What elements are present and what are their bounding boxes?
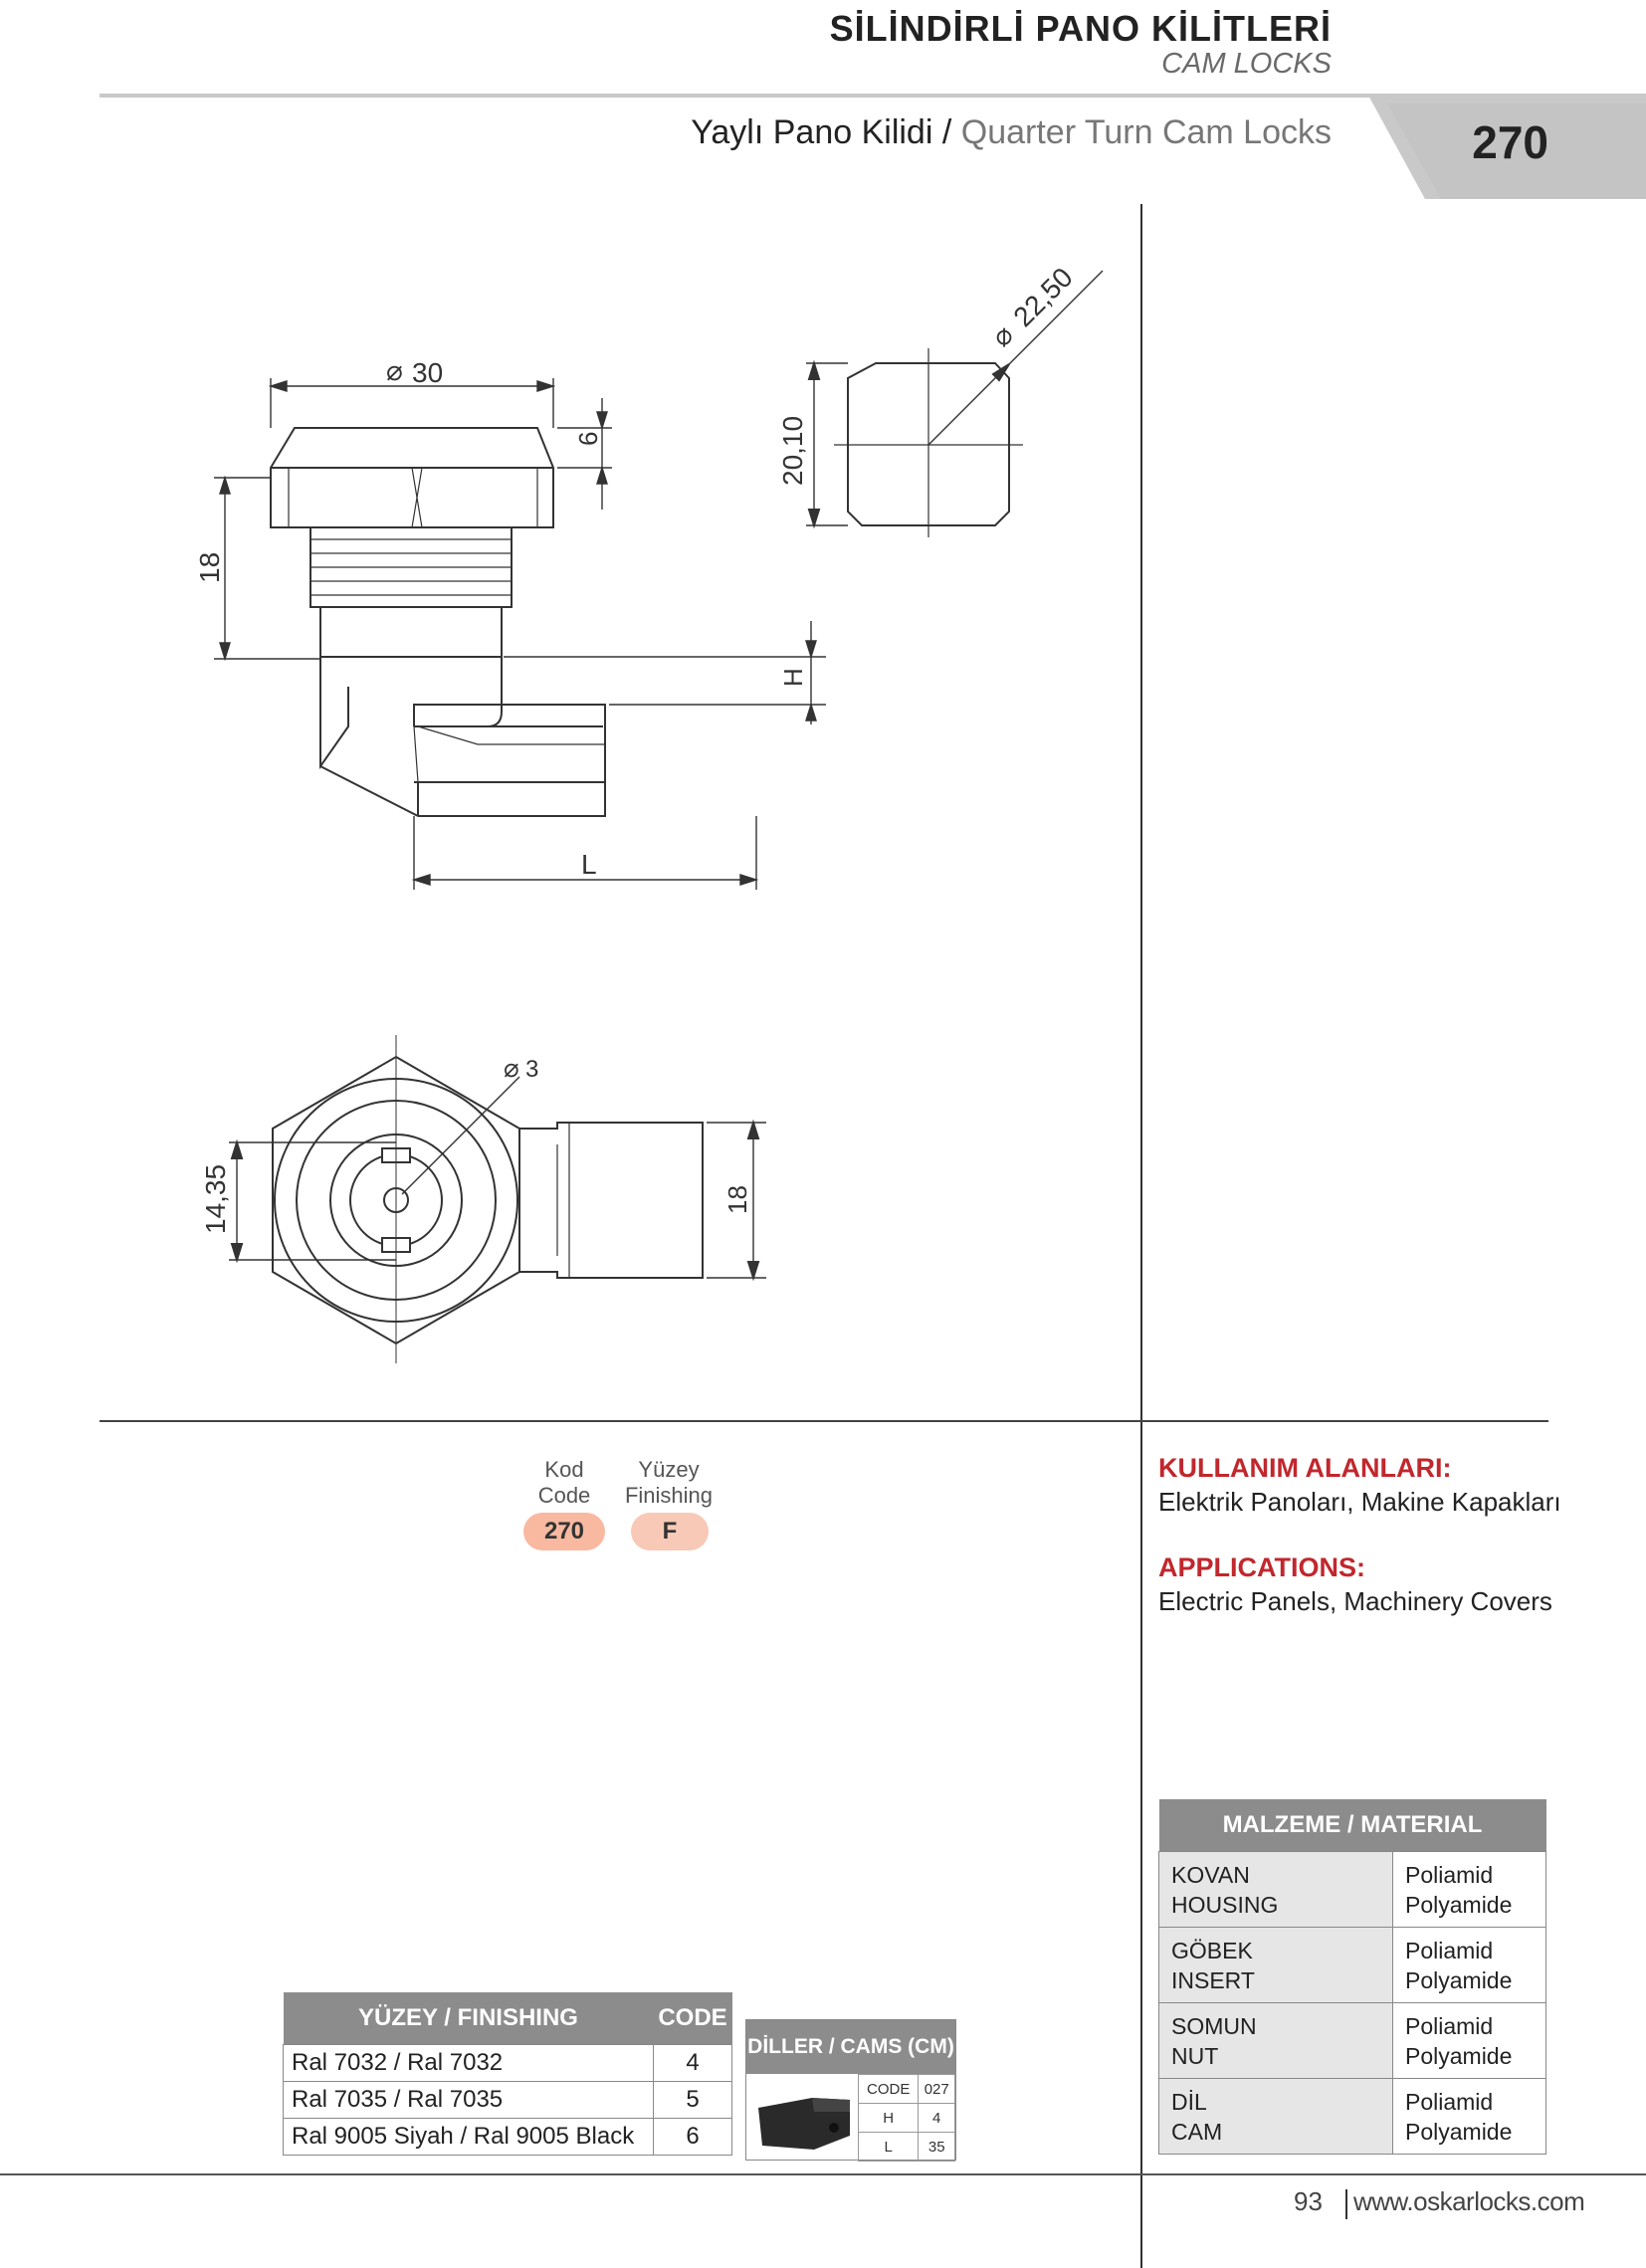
cam-key: CODE xyxy=(859,2075,919,2104)
key-top-view xyxy=(777,262,1103,537)
page-code: 270 xyxy=(1472,116,1548,168)
finishing-header-name: YÜZEY / FINISHING xyxy=(284,1992,654,2045)
category-tr: Yaylı Pano Kilidi / xyxy=(691,113,952,151)
finishing-code: 4 xyxy=(654,2045,732,2082)
material-value xyxy=(1393,2003,1546,2079)
product-category xyxy=(691,113,1332,152)
technical-drawing xyxy=(0,199,1134,1413)
section-divider xyxy=(100,1420,1548,1422)
material-part-tr: GÖBEK xyxy=(1171,1937,1253,1963)
table-row xyxy=(1159,1852,1546,1928)
cams-values xyxy=(858,2074,955,2162)
kod-label xyxy=(519,1457,609,1509)
material-part xyxy=(1159,1928,1393,2003)
dim-l: L xyxy=(581,849,597,880)
applications-text-tr: Elektrik Panoları, Makine Kapakları xyxy=(1158,1487,1561,1517)
yuzey-label xyxy=(619,1457,719,1509)
table-row xyxy=(1159,2079,1546,2155)
table-row xyxy=(1159,1928,1546,2003)
material-value-en: Polyamide xyxy=(1405,1966,1513,1993)
header-divider xyxy=(100,94,1373,98)
page-number: 93 xyxy=(1294,2186,1323,2216)
table-row xyxy=(1159,2003,1546,2079)
applications-text-en: Electric Panels, Machinery Covers xyxy=(1158,1586,1552,1616)
applications-heading-tr: KULLANIM ALANLARI: xyxy=(1158,1453,1452,1483)
finishing-code: 6 xyxy=(654,2119,732,2156)
website-link[interactable]: www.oskarlocks.com xyxy=(1353,2186,1585,2216)
yuzey-label-en: Finishing xyxy=(624,1483,714,1508)
cam-image xyxy=(754,2086,854,2154)
footer-divider xyxy=(0,2173,1646,2175)
material-value xyxy=(1393,1928,1546,2003)
finishing-table xyxy=(283,1992,732,2156)
dim-18-left: 18 xyxy=(194,551,225,583)
dim-h: H xyxy=(778,668,808,687)
material-value-tr: Poliamid xyxy=(1405,1937,1494,1963)
table-row xyxy=(284,2082,732,2119)
dim-d2250: 22,50 xyxy=(1007,261,1079,333)
material-part-tr: KOVAN xyxy=(1171,1861,1250,1888)
kod-value-pill: 270 xyxy=(523,1513,605,1550)
cams-table xyxy=(745,2019,956,2161)
kod-label-tr: Kod xyxy=(544,1457,584,1482)
dim-6: 6 xyxy=(573,431,603,446)
material-part-tr: DİL xyxy=(1171,2088,1207,2115)
material-part xyxy=(1159,2079,1393,2155)
yuzey-label-tr: Yüzey xyxy=(638,1457,700,1482)
svg-text:⌀: ⌀ xyxy=(504,1053,519,1083)
material-value-en: Polyamide xyxy=(1405,2042,1513,2069)
applications-heading-en: APPLICATIONS: xyxy=(1158,1552,1365,1582)
catalog-subtitle: CAM LOCKS xyxy=(1161,48,1332,80)
finishing-code: 5 xyxy=(654,2082,732,2119)
kod-label-en: Code xyxy=(537,1483,591,1508)
cams-header: DİLLER / CAMS (CM) xyxy=(746,2020,955,2074)
cam-key: L xyxy=(859,2133,919,2162)
material-part xyxy=(1159,1852,1393,1928)
table-row xyxy=(859,2133,955,2162)
material-part-tr: SOMUN xyxy=(1171,2012,1257,2039)
cam-key: H xyxy=(859,2104,919,2133)
footer-separator xyxy=(1345,2189,1347,2219)
material-value xyxy=(1393,2079,1546,2155)
material-value-en: Polyamide xyxy=(1405,1891,1513,1918)
finishing-header-code: CODE xyxy=(654,1992,732,2045)
dim-1435: 14,35 xyxy=(200,1163,231,1234)
table-row xyxy=(859,2075,955,2104)
dim-18-right: 18 xyxy=(722,1185,752,1214)
svg-text:⌀: ⌀ xyxy=(386,355,403,386)
material-part-en: NUT xyxy=(1171,2042,1219,2069)
finishing-name: Ral 9005 Siyah / Ral 9005 Black xyxy=(284,2119,654,2156)
table-row xyxy=(284,2119,732,2156)
material-value xyxy=(1393,1852,1546,1928)
dim-d30: 30 xyxy=(412,357,444,388)
svg-text:⌀: ⌀ xyxy=(985,318,1020,353)
finishing-name: Ral 7032 / Ral 7032 xyxy=(284,2045,654,2082)
vertical-divider xyxy=(1140,204,1142,2268)
material-part-en: CAM xyxy=(1171,2118,1223,2145)
catalog-title: SİLİNDİRLİ PANO KİLİTLERİ xyxy=(829,8,1332,49)
material-value-tr: Poliamid xyxy=(1405,1861,1494,1888)
dim-2010: 20,10 xyxy=(777,415,808,486)
cam-value: 35 xyxy=(919,2133,955,2162)
table-row xyxy=(284,2045,732,2082)
material-header: MALZEME / MATERIAL xyxy=(1159,1799,1546,1852)
material-table xyxy=(1158,1799,1546,2155)
table-row xyxy=(859,2104,955,2133)
cam-value: 4 xyxy=(919,2104,955,2133)
material-value-en: Polyamide xyxy=(1405,2118,1513,2145)
material-part-en: INSERT xyxy=(1171,1966,1255,1993)
material-part-en: HOUSING xyxy=(1171,1891,1279,1918)
front-view-drawing xyxy=(200,1035,766,1363)
yuzey-value-pill: F xyxy=(631,1513,709,1550)
cam-value: 027 xyxy=(919,2075,955,2104)
material-value-tr: Poliamid xyxy=(1405,2088,1494,2115)
finishing-name: Ral 7035 / Ral 7035 xyxy=(284,2082,654,2119)
material-value-tr: Poliamid xyxy=(1405,2012,1494,2039)
side-view-drawing xyxy=(194,355,826,890)
dim-d3: 3 xyxy=(525,1056,539,1083)
category-en: Quarter Turn Cam Locks xyxy=(960,113,1332,151)
material-part xyxy=(1159,2003,1393,2079)
